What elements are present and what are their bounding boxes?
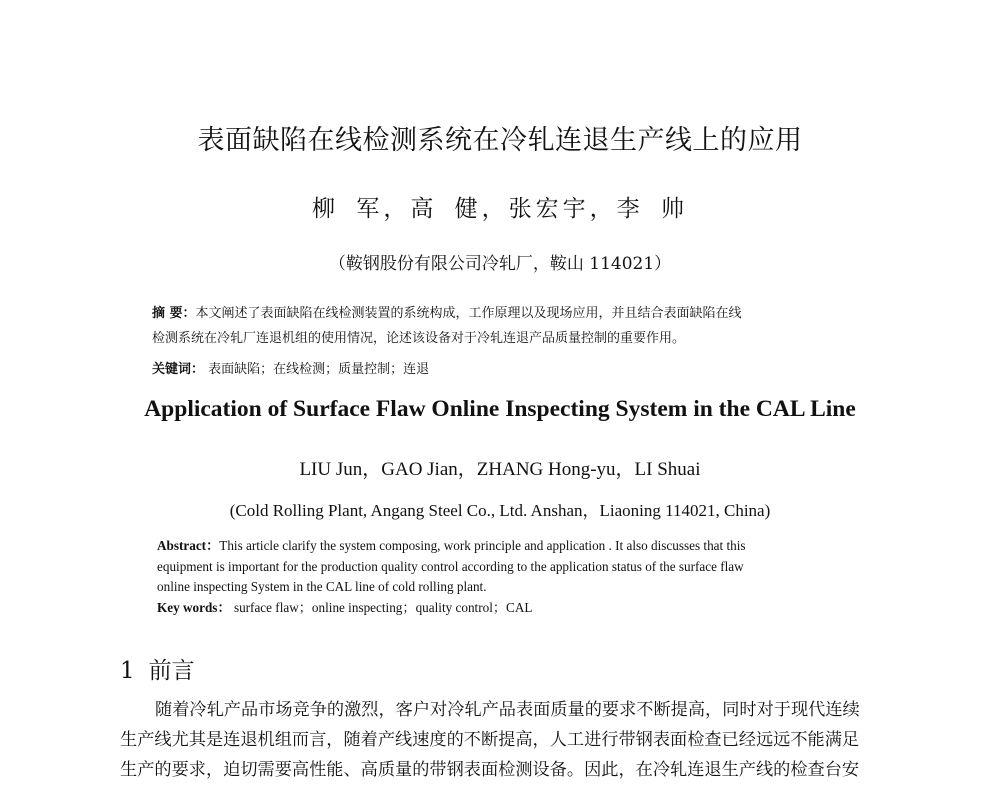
- section-heading: [120, 652, 195, 685]
- chinese-affiliation: （鞍钢股份有限公司冷轧厂，鞍山 114021）: [328, 254, 672, 274]
- chinese-keywords: [152, 357, 872, 382]
- chinese-keywords-text: 表面缺陷；在线检测；质量控制；连退: [208, 362, 430, 377]
- english-abstract: [157, 536, 877, 598]
- section-title: 前言: [148, 658, 195, 684]
- chinese-abstract-line-2: 检测系统在冷轧厂连退机组的使用情况，论述该设备对于冷轧连退产品质量控制的重要作用。: [152, 331, 686, 346]
- chinese-title: 表面缺陷在线检测系统在冷轧连退生产线上的应用: [197, 125, 803, 156]
- body-paragraph: [120, 695, 910, 785]
- chinese-abstract-label: 摘 要：: [152, 306, 196, 321]
- body-line-3: 生产的要求，迫切需要高性能、高质量的带钢表面检测设备。因此，在冷轧连退生产线的检查台安: [120, 760, 860, 780]
- english-keywords-label: Key words：: [157, 600, 231, 615]
- english-authors: LIU Jun，GAO Jian，ZHANG Hong-yu，LI Shuai: [299, 459, 701, 480]
- english-affiliation: (Cold Rolling Plant, Angang Steel Co., Ltd. Anshan，Liaoning 114021, China): [229, 501, 771, 520]
- english-abstract-line-1: [157, 536, 877, 557]
- english-keywords: [157, 598, 877, 619]
- body-line-1: 随着冷轧产品市场竞争的激烈，客户对冷轧产品表面质量的要求不断提高，同时对于现代连续: [155, 700, 860, 720]
- chinese-keywords-label: 关键词：: [152, 362, 205, 377]
- english-abstract-line-3: online inspecting System in the CAL line of cold rolling plant.: [157, 579, 487, 594]
- english-abstract-label: Abstract：: [157, 538, 220, 553]
- section-number: 1: [120, 658, 135, 684]
- chinese-abstract-line-1: [152, 301, 872, 326]
- english-abstract-text-1: This article clarify the system composing, work principle and application . It also discusses that this: [219, 538, 746, 553]
- chinese-authors: 柳 军，高 健，张宏宇，李 帅: [312, 196, 688, 222]
- chinese-abstract-text-1: 本文阐述了表面缺陷在线检测装置的系统构成，工作原理以及现场应用，并且结合表面缺陷在线: [195, 306, 742, 321]
- chinese-abstract: [152, 301, 872, 351]
- english-abstract-line-2: equipment is important for the production quality control according to the application status of the surface flaw: [157, 558, 744, 574]
- english-title: Application of Surface Flaw Online Inspecting System in the CAL Line: [144, 396, 856, 422]
- body-line-2: 生产线尤其是连退机组而言，随着产线速度的不断提高，人工进行带钢表面检查已经远远不能满足: [120, 730, 860, 750]
- english-keywords-text: surface flaw；online inspecting；quality control；CAL: [233, 600, 533, 615]
